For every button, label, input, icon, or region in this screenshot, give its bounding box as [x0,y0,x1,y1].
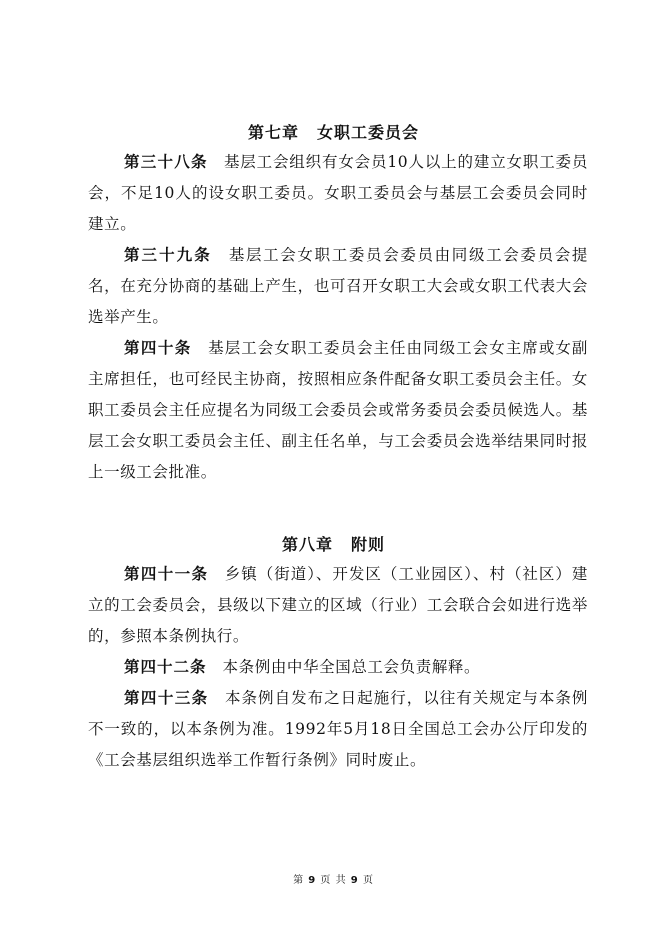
article-39-text: 基层工会女职工委员会委员由同级工会委员会提名，在充分协商的基础上产生，也可召开女职工大会或女职工代表大会选举产生。 [88,246,588,326]
footer-total-pages: 9 [350,875,359,886]
article-43-label: 第四十三条 [124,689,209,707]
article-39-label: 第三十九条 [124,246,212,264]
article-41-label: 第四十一条 [124,565,209,583]
article-41-text: 乡镇（街道）、开发区（工业园区）、村（社区）建立的工会委员会，县级以下建立的区域（行业）工会联合会如进行选举的，参照本条例执行。 [88,565,588,645]
article-42 [88,652,588,683]
article-43 [88,683,588,776]
chapter-7-title [0,120,667,143]
chapter-8-name: 附则 [351,535,386,554]
footer-suffix: 页 [362,875,374,886]
chapter-7-number: 第七章 [247,123,299,142]
article-42-label: 第四十二条 [124,658,207,676]
page-footer [0,871,667,886]
article-40-label: 第四十条 [124,339,192,357]
article-42-text: 本条例由中华全国总工会负责解释。 [222,658,481,676]
article-38-label: 第三十八条 [124,153,208,171]
footer-current-page: 9 [308,875,317,886]
footer-prefix: 第 [293,875,305,886]
article-39 [88,240,588,333]
footer-middle: 页 共 [320,875,347,886]
article-43-text: 本条例自发布之日起施行，以往有关规定与本条例不一致的，以本条例为准。1992年5月18日全国总工会办公厅印发的《工会基层组织选举工作暂行条例》同时废止。 [88,689,588,769]
chapter-7-name: 女职工委员会 [317,123,420,142]
chapter-8-title [0,532,667,555]
article-40-text: 基层工会女职工委员会主任由同级工会女主席或女副主席担任，也可经民主协商，按照相应条件配备女职工委员会主任。女职工委员会主任应提名为同级工会委员会或常务委员会委员候选人。基层工会女职工委员会主任、副主任名单，与工会委员会选举结果同时报上一级工会批准。 [88,339,588,481]
article-38-text: 基层工会组织有女会员10人以上的建立女职工委员会，不足10人的设女职工委员。女职工委员会与基层工会委员会同时建立。 [88,153,588,233]
article-41 [88,559,588,652]
chapter-8-number: 第八章 [281,535,333,554]
article-38 [88,147,588,240]
article-40 [88,333,588,488]
